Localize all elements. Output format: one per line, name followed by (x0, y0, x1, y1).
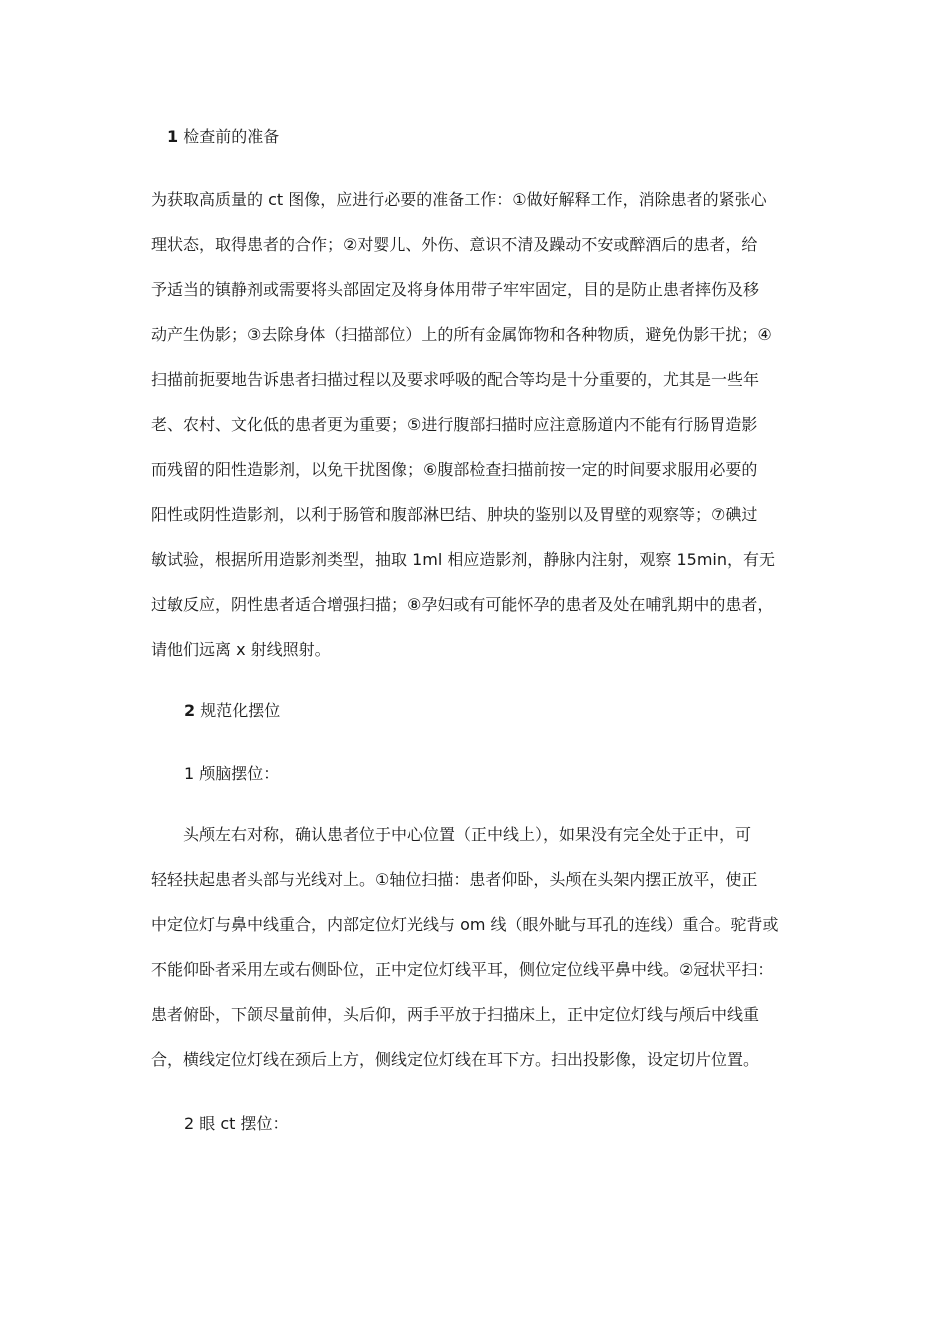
paragraph-line: 中定位灯与鼻中线重合，内部定位灯光线与 om 线（眼外眦与耳孔的连线）重合。驼背或 (151, 915, 779, 934)
section-1-heading (167, 127, 279, 147)
paragraph-line: 为获取高质量的 ct 图像，应进行必要的准备工作：①做好解释工作，消除患者的紧张心 (151, 190, 767, 209)
subsection-2-label: 2 眼 ct 摆位： (184, 1114, 289, 1133)
section-2-heading (184, 701, 280, 721)
paragraph-line: 而残留的阳性造影剂，以免干扰图像；⑥腹部检查扫描前按一定的时间要求服用必要的 (151, 460, 758, 479)
paragraph-line: 患者俯卧，下颌尽量前伸，头后仰，两手平放于扫描床上，正中定位灯线与颅后中线重 (151, 1005, 760, 1024)
paragraph-line: 予适当的镇静剂或需要将头部固定及将身体用带子牢牢固定，目的是防止患者摔伤及移 (151, 280, 760, 299)
paragraph-line: 理状态，取得患者的合作；②对婴儿、外伤、意识不清及躁动不安或醉酒后的患者，给 (151, 235, 758, 254)
paragraph-line: 合，横线定位灯线在颈后上方，侧线定位灯线在耳下方。扫出投影像，设定切片位置。 (151, 1050, 760, 1069)
paragraph-line: 动产生伪影；③去除身体（扫描部位）上的所有金属饰物和各种物质，避免伪影干扰；④ (151, 325, 772, 344)
section-1-title: 检查前的准备 (183, 127, 280, 146)
paragraph-line: 请他们远离 x 射线照射。 (151, 640, 331, 659)
paragraph-line: 过敏反应，阴性患者适合增强扫描；⑧孕妇或有可能怀孕的患者及处在哺乳期中的患者， (151, 595, 774, 614)
paragraph-line: 扫描前扼要地告诉患者扫描过程以及要求呼吸的配合等均是十分重要的，尤其是一些年 (151, 370, 760, 389)
section-1-paragraph (151, 177, 806, 672)
subsection-1-label: 1 颅脑摆位： (184, 764, 280, 783)
paragraph-line: 老、农村、文化低的患者更为重要；⑤进行腹部扫描时应注意肠道内不能有行肠胃造影 (151, 415, 758, 434)
subsection-1-paragraph (151, 812, 806, 1082)
section-2-title: 规范化摆位 (200, 701, 281, 720)
paragraph-line: 轻轻扶起患者头部与光线对上。①轴位扫描：患者仰卧，头颅在头架内摆正放平，使正 (151, 870, 758, 889)
paragraph-line: 阳性或阴性造影剂，以利于肠管和腹部淋巴结、肿块的鉴别以及胃壁的观察等；⑦碘过 (151, 505, 758, 524)
section-1-number: 1 (167, 127, 179, 146)
section-2-number: 2 (184, 701, 196, 720)
paragraph-line: 敏试验，根据所用造影剂类型，抽取 1ml 相应造影剂，静脉内注射，观察 15min，有无 (151, 550, 776, 569)
paragraph-line: 头颅左右对称，确认患者位于中心位置（正中线上），如果没有完全处于正中，可 (151, 825, 752, 844)
paragraph-line: 不能仰卧者采用左或右侧卧位，正中定位灯线平耳，侧位定位线平鼻中线。②冠状平扫： (151, 960, 774, 979)
